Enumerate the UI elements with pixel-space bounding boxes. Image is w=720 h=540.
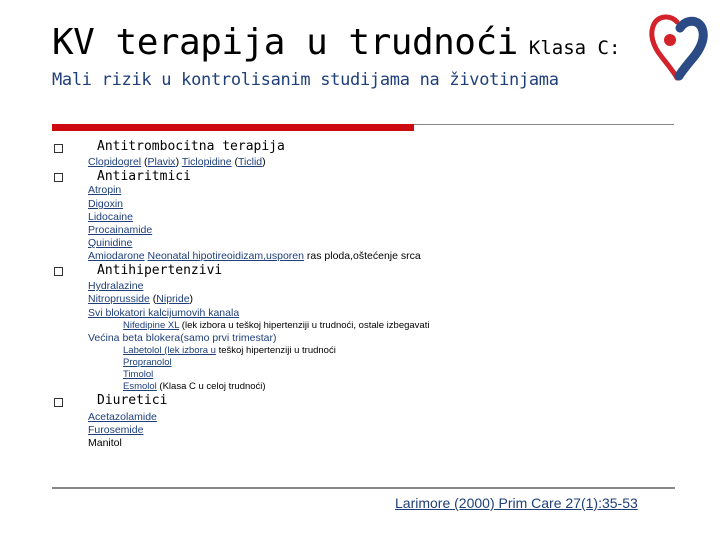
heart-logo-icon xyxy=(646,8,708,88)
nitroprusside-line: Nitroprusside (Nipride) xyxy=(88,293,194,305)
link-procainamide[interactable]: Procainamide xyxy=(88,224,153,236)
title-class-label: Klasa C: xyxy=(528,37,621,59)
bullet-square-icon xyxy=(54,398,63,407)
bullet-square-icon xyxy=(54,144,63,153)
link-plavix[interactable]: Plavix xyxy=(147,156,176,168)
link-neonatal-hipotireoidizam[interactable]: Neonatal hipotireoidizam,usporen xyxy=(147,250,304,262)
amiodarone-line: Amiodarone Neonatal hipotireoidizam,usporen ras ploda,oštećenje srca xyxy=(88,250,421,262)
link-hydralazine[interactable]: Hydralazine xyxy=(88,280,144,292)
link-atropin[interactable]: Atropin xyxy=(88,184,122,196)
link-amiodarone[interactable]: Amiodarone xyxy=(88,250,145,262)
link-timolol[interactable]: Timolol xyxy=(123,369,154,380)
bullet-square-icon xyxy=(54,173,63,182)
section-heading-antihipertenzivi: Antihipertenzivi xyxy=(97,263,223,278)
link-acetazolamide[interactable]: Acetazolamide xyxy=(88,411,157,423)
slide-title xyxy=(52,22,620,63)
link-ticlid[interactable]: Ticlid xyxy=(238,156,263,168)
link-quinidine[interactable]: Quinidine xyxy=(88,237,133,249)
labetolol-line: Labetolol (lek izbora u teškoj hipertenziji u trudnoći xyxy=(123,345,336,356)
link-furosemide[interactable]: Furosemide xyxy=(88,424,144,436)
link-lidocaine[interactable]: Lidocaine xyxy=(88,211,133,223)
link-calcium-channel-blockers[interactable]: Svi blokatori kalcijumovih kanala xyxy=(88,307,240,319)
link-digoxin[interactable]: Digoxin xyxy=(88,198,124,210)
antitrombocitna-line: Clopidogrel (Plavix) Ticlopidine (Ticlid) xyxy=(88,156,266,168)
section-heading-diuretici: Diuretici xyxy=(97,393,168,408)
manitol-text: Manitol xyxy=(88,437,122,449)
link-clopidogrel[interactable]: Clopidogrel xyxy=(88,156,142,168)
link-nitroprusside[interactable]: Nitroprusside xyxy=(88,293,150,305)
link-ticlopidine[interactable]: Ticlopidine xyxy=(181,156,232,168)
link-labetolol[interactable]: Labetolol xyxy=(123,345,165,356)
footer-divider xyxy=(52,487,675,489)
slide-subtitle: Mali rizik u kontrolisanim studijama na životinjama xyxy=(52,70,559,90)
link-nipride[interactable]: Nipride xyxy=(156,293,190,305)
section-heading-antitrombocitna: Antitrombocitna terapija xyxy=(97,139,285,154)
link-esmolol[interactable]: Esmolol xyxy=(123,381,157,392)
bullet-square-icon xyxy=(54,267,63,276)
link-propranolol[interactable]: Propranolol xyxy=(123,357,172,368)
section-heading-antiaritmici: Antiaritmici xyxy=(97,169,191,184)
link-nifedipine[interactable]: Nifedipine XL xyxy=(123,320,180,331)
beta-blockers-text: Većina beta blokera(samo prvi trimestar) xyxy=(88,332,277,344)
citation-link[interactable]: Larimore (2000) Prim Care 27(1):35-53 xyxy=(395,495,638,511)
accent-bar xyxy=(52,124,414,131)
esmolol-line: Esmolol (Klasa C u celoj trudnoći) xyxy=(123,381,266,392)
nifedipine-line: Nifedipine XL (lek izbora u teškoj hipertenziji u trudnoći, ostale izbegavati xyxy=(123,320,430,331)
link-labetolol-note[interactable]: (lek izbora u xyxy=(164,345,216,356)
title-main: KV terapija u trudnoći xyxy=(52,22,518,63)
